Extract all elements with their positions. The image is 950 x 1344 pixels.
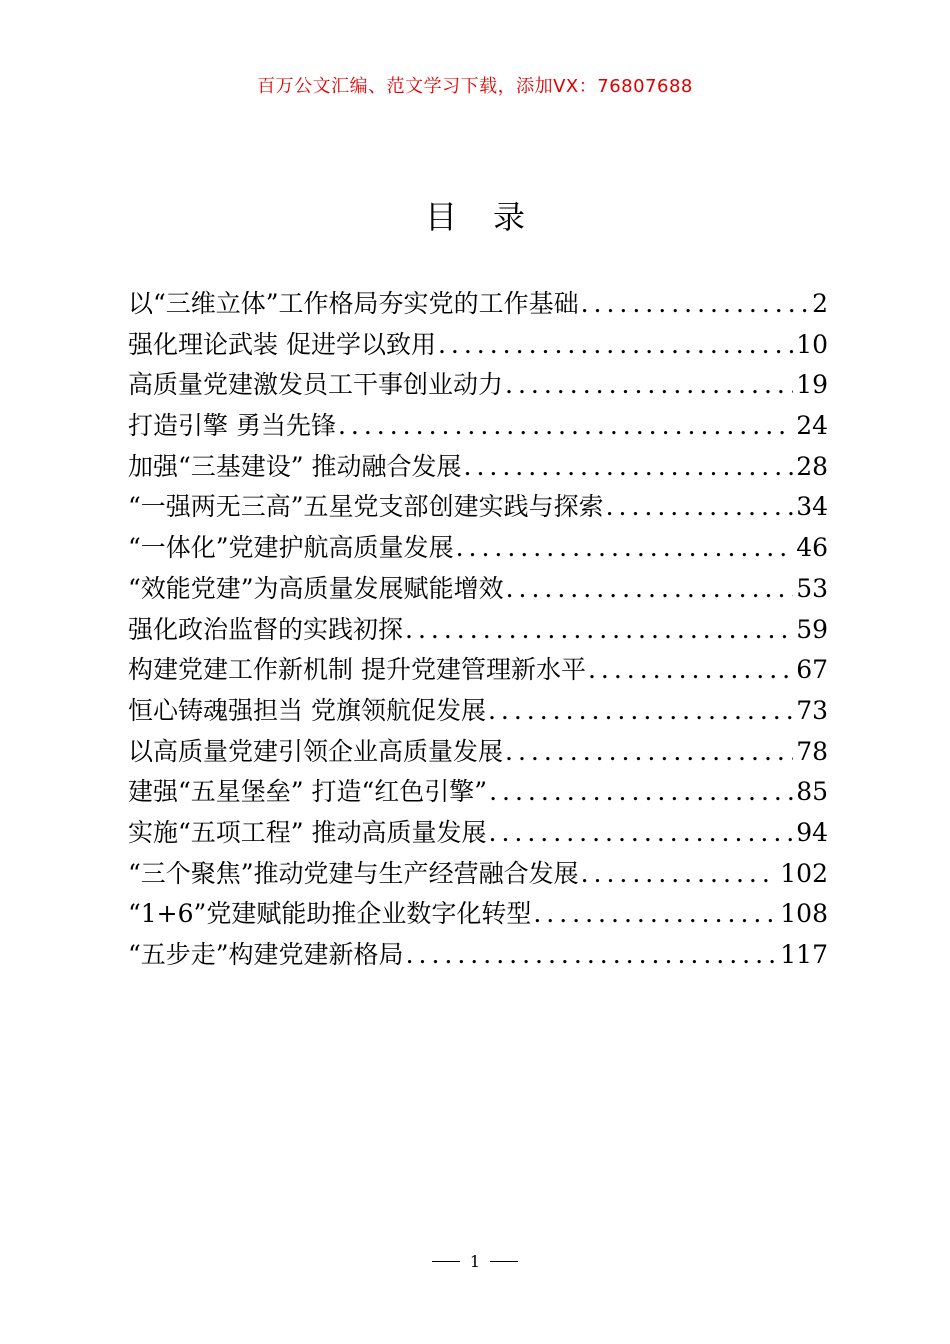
- toc-dot-leader: [588, 655, 793, 684]
- toc-entry-title: “三个聚焦”推动党建与生产经营融合发展: [128, 858, 579, 888]
- toc-entry-page: 53: [796, 573, 828, 603]
- toc-entry[interactable]: [128, 447, 828, 488]
- toc-dot-leader: [581, 859, 778, 888]
- toc-entry-page: 108: [780, 899, 828, 929]
- toc-entry-title: “五步走”构建党建新格局: [128, 940, 404, 969]
- footer-dash-left: [432, 1261, 460, 1262]
- toc-dot-leader: [456, 533, 794, 562]
- toc-entry-title: 打造引擎 勇当先锋: [128, 411, 336, 441]
- page-footer: [0, 1252, 950, 1271]
- toc-entry[interactable]: [128, 487, 828, 528]
- toc-entry-page: 94: [796, 817, 828, 847]
- toc-dot-leader: [505, 737, 793, 766]
- toc-dot-leader: [338, 411, 793, 440]
- toc-entry-title: 恒心铸魂强担当 党旗领航促发展: [128, 695, 486, 725]
- toc-dot-leader: [406, 940, 778, 969]
- toc-entry-page: 2: [812, 289, 828, 318]
- toc-dot-leader: [581, 289, 810, 318]
- toc-entry-page: 28: [796, 451, 828, 481]
- toc-dot-leader: [533, 899, 777, 928]
- toc-entry-page: 85: [796, 777, 828, 807]
- toc-entry-page: 59: [796, 614, 828, 644]
- toc-entry-page: 24: [796, 411, 828, 441]
- toc-entry-page: 10: [796, 329, 828, 359]
- toc-entry-title: 强化理论武装 促进学以致用: [128, 329, 436, 359]
- toc-entry-page: 73: [796, 695, 828, 725]
- toc-entry[interactable]: [128, 406, 828, 447]
- toc-entry[interactable]: [128, 650, 828, 691]
- toc-entry[interactable]: [128, 772, 828, 813]
- toc-entry-title: 以高质量党建引领企业高质量发展: [128, 736, 504, 766]
- toc-entry-title: 强化政治监督的实践初探: [128, 614, 404, 644]
- toc-entry[interactable]: [128, 325, 828, 366]
- toc-entry-title: “1+6”党建赋能助推企业数字化转型: [128, 899, 532, 929]
- toc-dot-leader: [489, 818, 794, 847]
- toc-entry[interactable]: [128, 569, 828, 610]
- table-of-contents: [128, 284, 828, 976]
- toc-entry-page: 78: [796, 736, 828, 766]
- toc-entry-title: “一强两无三高”五星党支部创建实践与探索: [128, 492, 604, 522]
- toc-entry-title: “效能党建”为高质量发展赋能增效: [128, 573, 504, 603]
- toc-dot-leader: [606, 492, 794, 521]
- toc-entry[interactable]: [128, 894, 828, 935]
- toc-entry-page: 34: [796, 492, 828, 522]
- toc-entry-page: 46: [796, 533, 828, 563]
- toc-entry-title: 构建党建工作新机制 提升党建管理新水平: [128, 655, 586, 685]
- toc-entry-page: 102: [780, 858, 828, 888]
- toc-entry-title: 以“三维立体”工作格局夯实党的工作基础: [128, 289, 579, 318]
- toc-entry[interactable]: [128, 732, 828, 773]
- toc-entry[interactable]: [128, 284, 828, 325]
- page-title: 目录: [424, 198, 561, 236]
- footer-dash-right: [490, 1261, 518, 1262]
- toc-entry-title: 加强“三基建设” 推动融合发展: [128, 451, 462, 481]
- header-note: 百万公文汇编、范文学习下载，添加VX：76807688: [257, 76, 693, 97]
- toc-entry-title: 实施“五项工程” 推动高质量发展: [128, 817, 487, 847]
- toc-dot-leader: [488, 696, 793, 725]
- toc-entry[interactable]: [128, 813, 828, 854]
- toc-dot-leader: [405, 615, 793, 644]
- toc-dot-leader: [506, 574, 794, 603]
- toc-entry-title: 建强“五星堡垒” 打造“红色引擎”: [128, 777, 488, 807]
- toc-entry-page: 19: [796, 370, 828, 400]
- toc-entry[interactable]: [128, 610, 828, 651]
- toc-dot-leader: [464, 452, 794, 481]
- toc-entry[interactable]: [128, 528, 828, 569]
- toc-entry-page: 117: [780, 940, 828, 969]
- toc-entry-title: 高质量党建激发员工干事创业动力: [128, 370, 504, 400]
- toc-dot-leader: [505, 370, 793, 399]
- toc-dot-leader: [438, 330, 793, 359]
- page-number: 1: [469, 1252, 481, 1271]
- toc-entry[interactable]: [128, 691, 828, 732]
- toc-entry-title: “一体化”党建护航高质量发展: [128, 533, 454, 563]
- toc-entry[interactable]: [128, 854, 828, 895]
- toc-entry[interactable]: [128, 365, 828, 406]
- toc-entry[interactable]: [128, 935, 828, 976]
- toc-entry-page: 67: [796, 655, 828, 685]
- toc-dot-leader: [489, 777, 793, 806]
